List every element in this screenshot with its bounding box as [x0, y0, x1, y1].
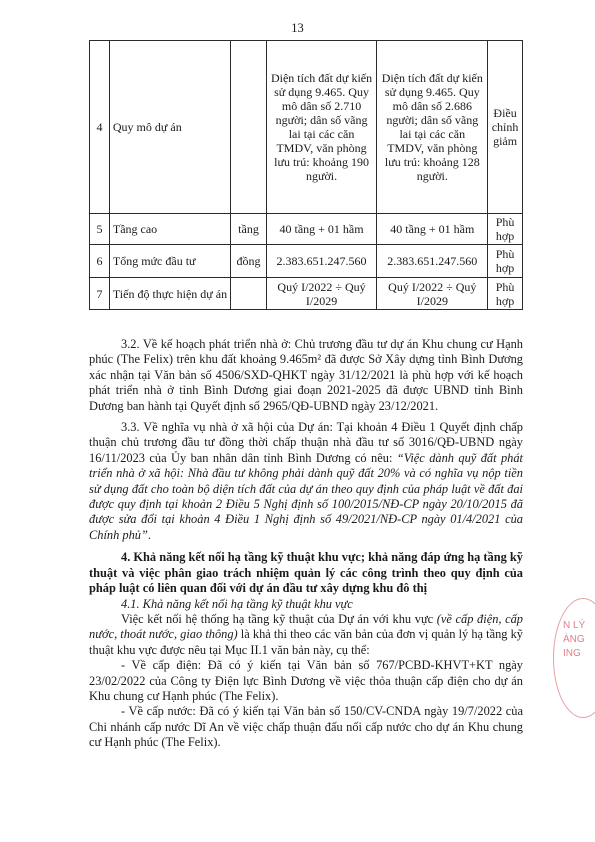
row-item: Tầng cao	[109, 214, 230, 245]
row-unit	[231, 278, 266, 310]
row-item: Quy mô dự án	[109, 41, 230, 214]
row-adjusted-value: Diện tích đất dự kiến sử dụng 9.465. Quy mô dân số 2.686 người; dân số vãng lai tại các căn TMDV, văn phòng lưu trú: khoảng 128 người.	[377, 41, 488, 214]
social-housing-intro: 3.3. Về nghĩa vụ nhà ở xã hội của Dự án: Tại khoản 4 Điều 1 Quyết định chấp thuận chủ trương đầu tư đồng thời chấp thuận nhà đầu tư số 3016/QĐ-UBND ngày 16/11/2023 của Ủy ban nhân dân tỉnh Bình Dương có nêu:	[89, 420, 523, 465]
page-number: 13	[291, 21, 304, 35]
row-adjusted-value: Quý I/2022 ÷ Quý I/2029	[377, 278, 488, 310]
sub-heading-4-1: 4.1. Khả năng kết nối hạ tầng kỹ thuật khu vực	[121, 596, 353, 611]
table-row	[90, 245, 523, 278]
stamp-text-line-2: ÀNG	[563, 634, 585, 645]
row-approved-value: Diện tích đất dự kiến sử dụng 9.465. Quy mô dân số 2.710 người; dân số vãng lai tại các căn TMDV, văn phòng lưu trú: khoảng 190 người.	[266, 41, 377, 214]
infrastructure-intro: Việc kết nối hệ thống hạ tầng kỹ thuật của Dự án với khu vực	[121, 611, 437, 626]
row-unit: tầng	[231, 214, 266, 245]
social-housing-end: .	[147, 527, 151, 542]
table-row	[90, 41, 523, 214]
document-body	[89, 337, 523, 751]
row-number: 7	[90, 278, 110, 310]
row-adjusted-value: 40 tầng + 01 hầm	[377, 214, 488, 245]
row-assessment: Điều chỉnh giảm	[488, 41, 523, 214]
row-item: Tiến độ thực hiện dự án	[109, 278, 230, 310]
row-number: 4	[90, 41, 110, 214]
paragraph-housing-plan: 3.2. Về kế hoạch phát triển nhà ở: Chủ trương đầu tư dự án Khu chung cư Hạnh phúc (The Felix) trên khu đất khoảng 9.465m² đã được Sở Xây dựng tỉnh Bình Dương xác nhận tại Văn bản số 4506/SXD-QHKT ngày 31/12/2021 là phù hợp với kế hoạch phát triển nhà ở tỉnh Bình Dương giai đoạn 2021-2025 đã được UBND tỉnh Bình Dương ban hành tại Quyết định số 2965/QĐ-UBND ngày 23/12/2021.	[89, 337, 523, 413]
paragraph-infrastructure	[89, 612, 523, 658]
paragraph-power-supply: - Về cấp điện: Đã có ý kiến tại Văn bản số 767/PCBD-KHVT+KT ngày 23/02/2022 của Công ty Điện lực Bình Dương về việc thỏa thuận cấp điện cho dự án Khu chung cư Hạnh phúc (The Felix).	[89, 658, 523, 703]
red-seal-stamp	[553, 598, 595, 718]
project-comparison-table	[89, 40, 523, 310]
paragraph-water-supply: - Về cấp nước: Đã có ý kiến tại Văn bản số 150/CV-CNDA ngày 19/7/2022 của Chi nhánh cấp nước Dĩ An về việc chấp thuận đấu nối cấp nước cho dự án Khu chung cư Hạnh phúc (The Felix).	[89, 704, 523, 750]
social-housing-quote: “Việc dành quỹ đất phát triển nhà ở xã hội: Nhà đầu tư không phải dành quỹ đất 20% và có nghĩa vụ nộp tiền sử dụng đất cho toàn bộ diện tích đất của dự án theo quy định của pháp luật về đất đai được quy định tại khoản 2 Điều 5 Nghị định số 100/2015/NĐ-CP ngày 20/10/2015 đã được sửa đổi tại khoản 4 Điều 1 Nghị định số 49/2021/NĐ-CP ngày 01/4/2021 của Chính phủ”	[89, 450, 524, 542]
row-unit	[231, 41, 266, 214]
row-assessment: Phù hợp	[488, 278, 523, 310]
row-number: 5	[90, 214, 110, 245]
row-adjusted-value: 2.383.651.247.560	[377, 245, 488, 278]
row-number: 6	[90, 245, 110, 278]
infrastructure-scope: (về cấp điện, cấp nước, thoát nước, giao thông)	[89, 611, 523, 642]
section-heading-4: 4. Khả năng kết nối hạ tầng kỹ thuật khu vực; khả năng đáp ứng hạ tầng kỹ thuật và việc phân giao trách nhiệm quản lý các công trình theo quy định của pháp luật có liên quan đối với dự án đầu tư xây dựng khu đô thị	[89, 550, 523, 596]
infrastructure-rest: là khả thi theo các văn bản của đơn vị quản lý hạ tầng kỹ thuật khu vực được nêu tại Mục II.1 văn bản này, cụ thể:	[89, 627, 524, 657]
row-item: Tổng mức đầu tư	[109, 245, 230, 278]
row-approved-value: 2.383.651.247.560	[266, 245, 377, 278]
row-approved-value: 40 tầng + 01 hầm	[266, 214, 377, 245]
paragraph-social-housing	[89, 420, 523, 543]
table-row	[90, 278, 523, 310]
stamp-text-line-3: ING	[563, 648, 581, 659]
stamp-text-line-1: N LÝ	[563, 620, 586, 631]
row-assessment: Phù hợp	[488, 245, 523, 278]
table-row	[90, 214, 523, 245]
row-assessment: Phù hợp	[488, 214, 523, 245]
row-approved-value: Quý I/2022 ÷ Quý I/2029	[266, 278, 377, 310]
row-unit: đồng	[231, 245, 266, 278]
